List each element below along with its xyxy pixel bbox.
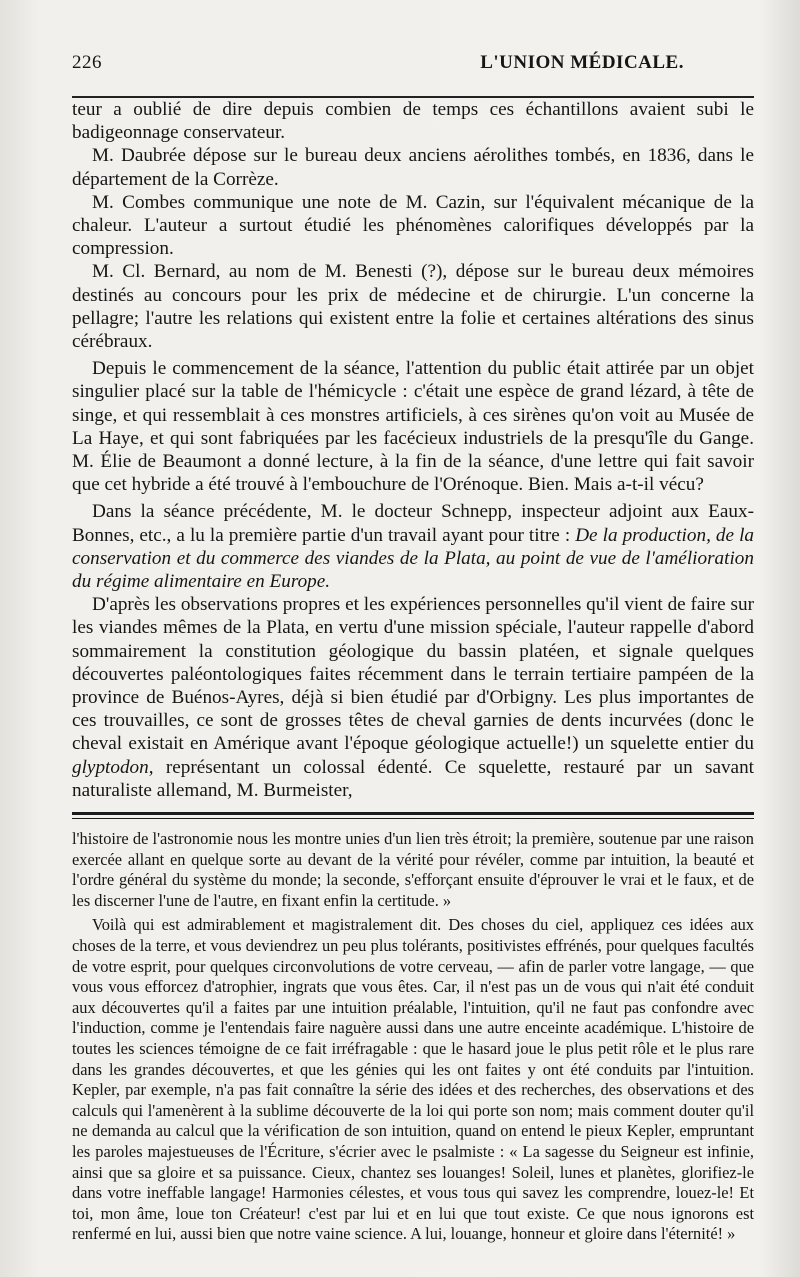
paragraph-continuation: teur a oublié de dire depuis combien de temps ces échantillons avaient subi le badigeonnage conservateur. [72, 99, 754, 144]
paragraph-combes: M. Combes communique une note de M. Cazin, sur l'équivalent mécanique de la chaleur. L'auteur a surtout étudié les phénomènes calorifiques développés par la compression. [72, 191, 754, 260]
paragraph-daubree: M. Daubrée dépose sur le bureau deux anciens aérolithes tombés, en 1836, dans le département de la Corrèze. [72, 145, 754, 190]
page-header [72, 52, 754, 80]
paragraph-lezard: Depuis le commencement de la séance, l'attention du public était attirée par un objet singulier placé sur la table de l'hémicycle : c'était une espèce de grand lézard, à tête de singe, et qui ressemblait à ces monstres artificiels, à ces sirènes qu'on voit au Musée de La Haye, et qui sont fabriquées par les facécieux industriels de la presqu'île du Gange. M. Élie de Beaumont a donné lecture, à la fin de la séance, d'une lettre qui fait savoir que cet hybride a été trouvé à l'embouchure de l'Orénoque. Bien. Mais a-t-il vécu? [72, 358, 754, 496]
schnepp-text: Dans la séance précédente, M. le docteur Schnepp, inspecteur adjoint aux Eaux-Bonnes, etc., a lu la première partie d'un travail ayant pour titre : [72, 501, 754, 546]
feuilleton-paragraph-astronomie: l'histoire de l'astronomie nous les montre unies d'un lien très étroit; la première, soutenue par une raison exercée allant en quelque sorte au devant de la vérité pour révéler, comme par intuition, la beauté et l'ordre général du système du monde; la seconde, s'efforçant ensuite d'éprouver le vrai et le faux, et de les discerner l'une de l'autre, en fixant enfin la certitude. » [72, 829, 754, 910]
plata-text-start: D'après les observations propres et les expériences personnelles qu'il vient de faire sur les viandes mêmes de la Plata, en vertu d'une mission spéciale, l'auteur rappelle d'abord sommairement la constitution géologique du bassin platéen, et signale quelques découvertes paléontologiques faites récemment dans le terrain tertiaire pampéen de la province de Buénos-Ayres, déjà si bien étudié par d'Orbigny. Les plus importantes de ces trouvailles, ce sont de grosses têtes de cheval garnies de dents incurvées (donc le cheval existait en Amérique avant l'époque géologique actuelle!) un squelette entier du [72, 594, 754, 755]
feuilleton-separator [72, 812, 754, 819]
header-rule [72, 96, 754, 98]
feuilleton-paragraph-kepler: Voilà qui est admirablement et magistralement dit. Des choses du ciel, appliquez ces idées aux choses de la terre, et vous deviendrez un peu plus tolérants, positivistes effrénés, pour quelques facultés de votre esprit, pour quelques circonvolutions de votre cerveau, — afin de parler votre langage, — que vous vous efforcez d'atrophier, ingrats que vous êtes. Car, il n'est pas un de vous qui n'ait été conduit aux découvertes qu'il a faites par une intuition préalable, l'intuition, qu'il ne faut pas confondre avec l'induction, comme je l'entendais faire naguère aussi dans une autre enceinte académique. L'histoire de toutes les sciences témoigne de ce fait irréfragable : que le hasard joue le plus petit rôle et le plus rare dans les grandes découvertes, et que les génies qui les ont faites y ont été conduits par l'intuition. Kepler, par exemple, n'a pas fait connaître la série des idées et des recherches, des observations et des calculs qui l'amenèrent à la sublime découverte de la loi qui porte son nom; mais comment douter qu'il ne demanda au calcul que la vérification de son intuition, quand on entend le pieux Kepler, empruntant les paroles majestueuses de l'Écriture, s'écrier avec le psalmiste : « La sagesse du Seigneur est infinie, ainsi que sa gloire et sa puissance. Cieux, chantez ses louanges! Soleil, lunes et planètes, glorifiez-le dans votre ineffable langage! Harmonies célestes, et vous tous qui savez les comprendre, louez-le! Et toi, mon âme, loue ton Créateur! c'est par lui et en lui que tout existe. Ce que nous ignorons est renfermé en lui, aussi bien que notre vaine science. A lui, louange, honneur et gloire dans l'éternité! » [72, 915, 754, 1244]
feuilleton-text [72, 829, 754, 1245]
paragraph-plata [72, 593, 754, 802]
schnepp-work-title: De la production, de la conservation et du commerce des viandes de la Plata, au point de vue de l'amélioration du régime alimentaire en Europe. [72, 524, 754, 593]
glyptodon-term: glyptodon [72, 756, 149, 778]
page-number: 226 [72, 52, 102, 73]
paragraph-bernard: M. Cl. Bernard, au nom de M. Benesti (?), dépose sur le bureau deux mémoires destinés au concours pour les prix de médecine et de chirurgie. L'un concerne la pellagre; l'autre les relations qui existent entre la folie et certaines altérations des sinus cérébraux. [72, 261, 754, 353]
main-text [72, 98, 754, 802]
plata-text-end: , représentant un colossal édenté. Ce squelette, restauré par un savant naturaliste allemand, M. Burmeister, [72, 756, 754, 801]
journal-title: L'UNION MÉDICALE. [480, 52, 684, 73]
paragraph-schnepp [72, 500, 754, 593]
